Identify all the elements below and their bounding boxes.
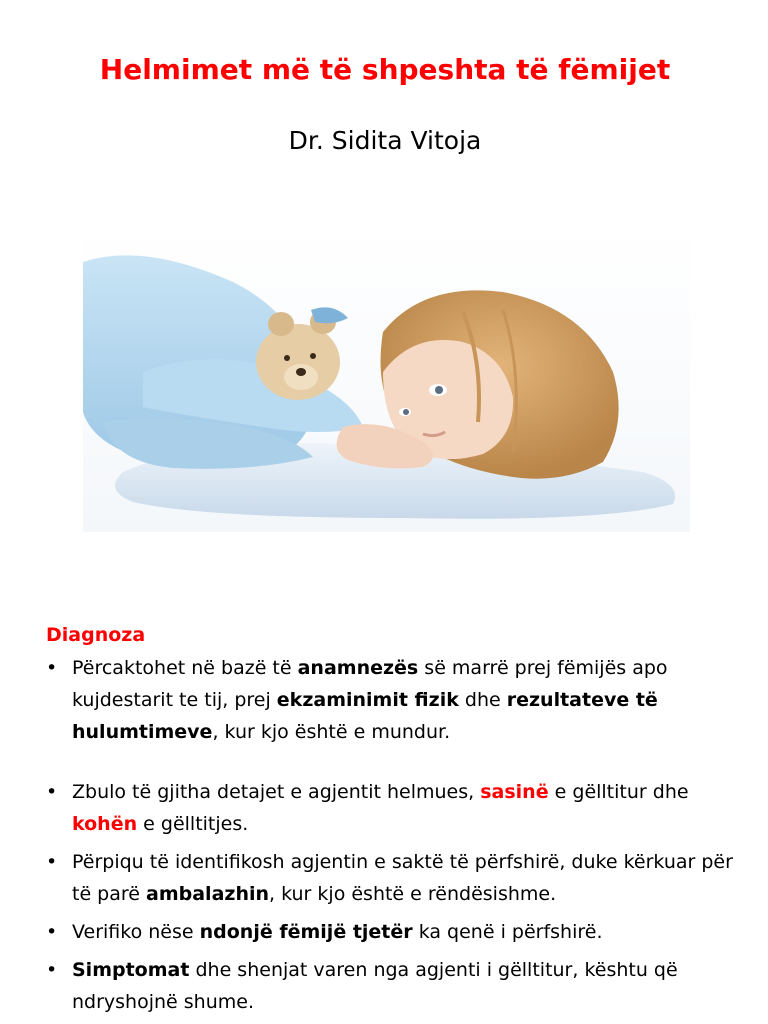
section-heading: Diagnoza: [46, 624, 146, 646]
slide-subtitle: Dr. Sidita Vitoja: [288, 126, 482, 155]
bullet-dot: •: [46, 959, 58, 981]
list-item: • Simptomat dhe shenjat varen nga agjenti i gëlltitur, kështu që ndryshojnë shume.: [46, 954, 746, 1018]
list-item: • Zbulo të gjitha detajet e agjentit helmues, sasinë e gëlltitur dhe kohën e gëlltitjes.: [46, 776, 746, 840]
diagnosis-section: [46, 620, 746, 1024]
bullet-list: [46, 652, 746, 1018]
slide-title: Helmimet më të shpeshta të fëmijet: [99, 53, 671, 86]
bullet-dot: •: [46, 851, 58, 873]
list-item: • Përpiqu të identifikosh agjentin e saktë të përfshirë, duke kërkuar për të parë ambalazhin, kur kjo është e rëndësishme.: [46, 846, 746, 910]
list-item: • Verifiko nëse ndonjë fëmijë tjetër ka qenë i përfshirë.: [46, 916, 746, 948]
bullet-dot: •: [46, 921, 58, 943]
bullet-dot: •: [46, 657, 58, 679]
bullet-dot: •: [46, 781, 58, 803]
child-sleeping-photo: [83, 222, 690, 532]
list-item: • Përcaktohet në bazë të anamnezës së marrë prej fëmijës apo kujdestarit te tij, prej ekzaminimit fizik dhe rezultateve të hulumtimeve, kur kjo është e mundur.: [46, 652, 746, 748]
